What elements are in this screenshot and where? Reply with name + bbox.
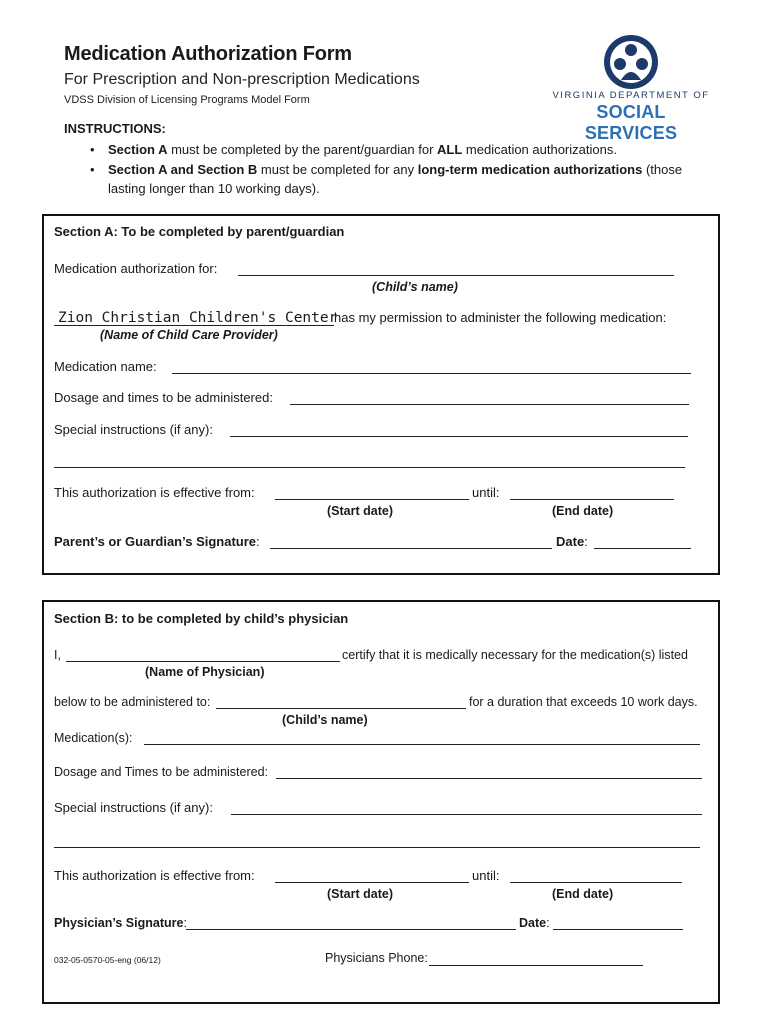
start-date-caption: (Start date) — [327, 504, 393, 518]
child-name-field[interactable] — [238, 275, 674, 276]
certify-text: certify that it is medically necessary for the medication(s) listed — [342, 648, 688, 662]
provider-name-field — [54, 325, 334, 326]
b-effective-from-label: This authorization is effective from: — [54, 868, 255, 883]
medications-field[interactable] — [144, 744, 700, 745]
model-form-caption: VDSS Division of Licensing Programs Model Form — [64, 94, 310, 106]
dosage-label: Dosage and times to be administered: — [54, 390, 273, 405]
b2-bold: Section A and Section B — [108, 162, 258, 177]
b-child-name-field[interactable] — [216, 708, 466, 709]
bullet-icon: • — [90, 162, 95, 177]
i-prefix: I, — [54, 648, 61, 662]
b2-end: (those — [642, 162, 683, 177]
b1-end: medication authorizations. — [462, 142, 617, 157]
provider-caption: (Name of Child Care Provider) — [100, 328, 278, 342]
dosage-field[interactable] — [290, 404, 689, 405]
permission-text: has my permission to administer the following medication: — [334, 310, 667, 325]
b-start-date-field[interactable] — [275, 882, 469, 883]
parent-date-text: Date — [556, 534, 585, 549]
b-until-label: until: — [472, 868, 500, 883]
physician-date-label: Date: — [519, 916, 550, 930]
form-subtitle: For Prescription and Non-prescription Medications — [64, 71, 420, 88]
instruction-bullet-1 — [90, 140, 617, 159]
section-b-heading: Section B: to be completed by child’s physician — [54, 611, 349, 626]
medication-name-field[interactable] — [172, 373, 691, 374]
logo-line-2: SOCIAL SERVICES — [584, 102, 678, 143]
below-text: below to be administered to: — [54, 695, 211, 709]
until-label: until: — [472, 485, 500, 500]
b-start-date-caption: (Start date) — [327, 887, 393, 901]
special-instructions-field[interactable] — [230, 436, 688, 437]
medication-name-label: Medication name: — [54, 359, 157, 374]
physician-name-caption: (Name of Physician) — [145, 665, 265, 679]
end-date-field[interactable] — [510, 499, 674, 500]
parent-date-label: Date: — [556, 534, 588, 549]
b-end-date-field[interactable] — [510, 882, 682, 883]
physician-phone-label: Physicians Phone: — [325, 951, 428, 965]
b2-bold2: long-term medication authorizations — [417, 162, 643, 177]
start-date-field[interactable] — [275, 499, 469, 500]
b-end-date-caption: (End date) — [552, 887, 614, 901]
bullet-icon: • — [90, 142, 95, 157]
instruction-bullet-2 — [90, 160, 683, 179]
b-dosage-field[interactable] — [276, 778, 702, 779]
special-instructions-field-2[interactable] — [54, 467, 685, 468]
b1-all: ALL — [437, 142, 463, 157]
b-special-field[interactable] — [231, 814, 702, 815]
med-auth-for-label: Medication authorization for: — [54, 261, 218, 276]
b1-text: must be completed by the parent/guardian for — [167, 142, 438, 157]
b1-bold: Section A — [108, 142, 168, 157]
end-date-caption: (End date) — [552, 504, 614, 518]
physician-date-field[interactable] — [553, 929, 683, 930]
b-child-name-caption: (Child’s name) — [282, 713, 368, 727]
provider-name-value[interactable]: Zion Christian Children's Center — [58, 310, 338, 326]
child-name-caption: (Child’s name) — [372, 280, 458, 294]
physician-name-field[interactable] — [66, 661, 340, 662]
effective-from-label: This authorization is effective from: — [54, 485, 255, 500]
physician-signature-label: Physician’s Signature: — [54, 916, 187, 930]
physician-signature-text: Physician’s Signature — [54, 916, 184, 930]
form-code: 032-05-0570-05-eng (06/12) — [54, 955, 161, 965]
b2-text: must be completed for any — [257, 162, 418, 177]
family-logo-icon — [603, 34, 659, 90]
medications-label: Medication(s): — [54, 731, 133, 745]
b-special-field-2[interactable] — [54, 847, 700, 848]
instructions-heading: INSTRUCTIONS: — [64, 121, 166, 136]
b-dosage-label: Dosage and Times to be administered: — [54, 765, 269, 779]
parent-signature-field[interactable] — [270, 548, 552, 549]
parent-signature-label: Parent’s or Guardian’s Signature: — [54, 534, 260, 549]
section-a-heading: Section A: To be completed by parent/guardian — [54, 224, 345, 239]
physician-date-text: Date — [519, 916, 547, 930]
instruction-bullet-2-cont: lasting longer than 10 working days). — [108, 181, 320, 196]
physician-signature-field[interactable] — [186, 929, 516, 930]
special-instructions-label: Special instructions (if any): — [54, 422, 213, 437]
parent-date-field[interactable] — [594, 548, 691, 549]
parent-signature-text: Parent’s or Guardian’s Signature — [54, 534, 257, 549]
physician-phone-field[interactable] — [429, 965, 643, 966]
logo-line-1: VIRGINIA DEPARTMENT OF — [552, 90, 710, 101]
form-title: Medication Authorization Form — [64, 43, 352, 65]
b-special-label: Special instructions (if any): — [54, 800, 213, 815]
duration-text: for a duration that exceeds 10 work days. — [469, 695, 698, 709]
vdss-logo — [548, 34, 714, 143]
